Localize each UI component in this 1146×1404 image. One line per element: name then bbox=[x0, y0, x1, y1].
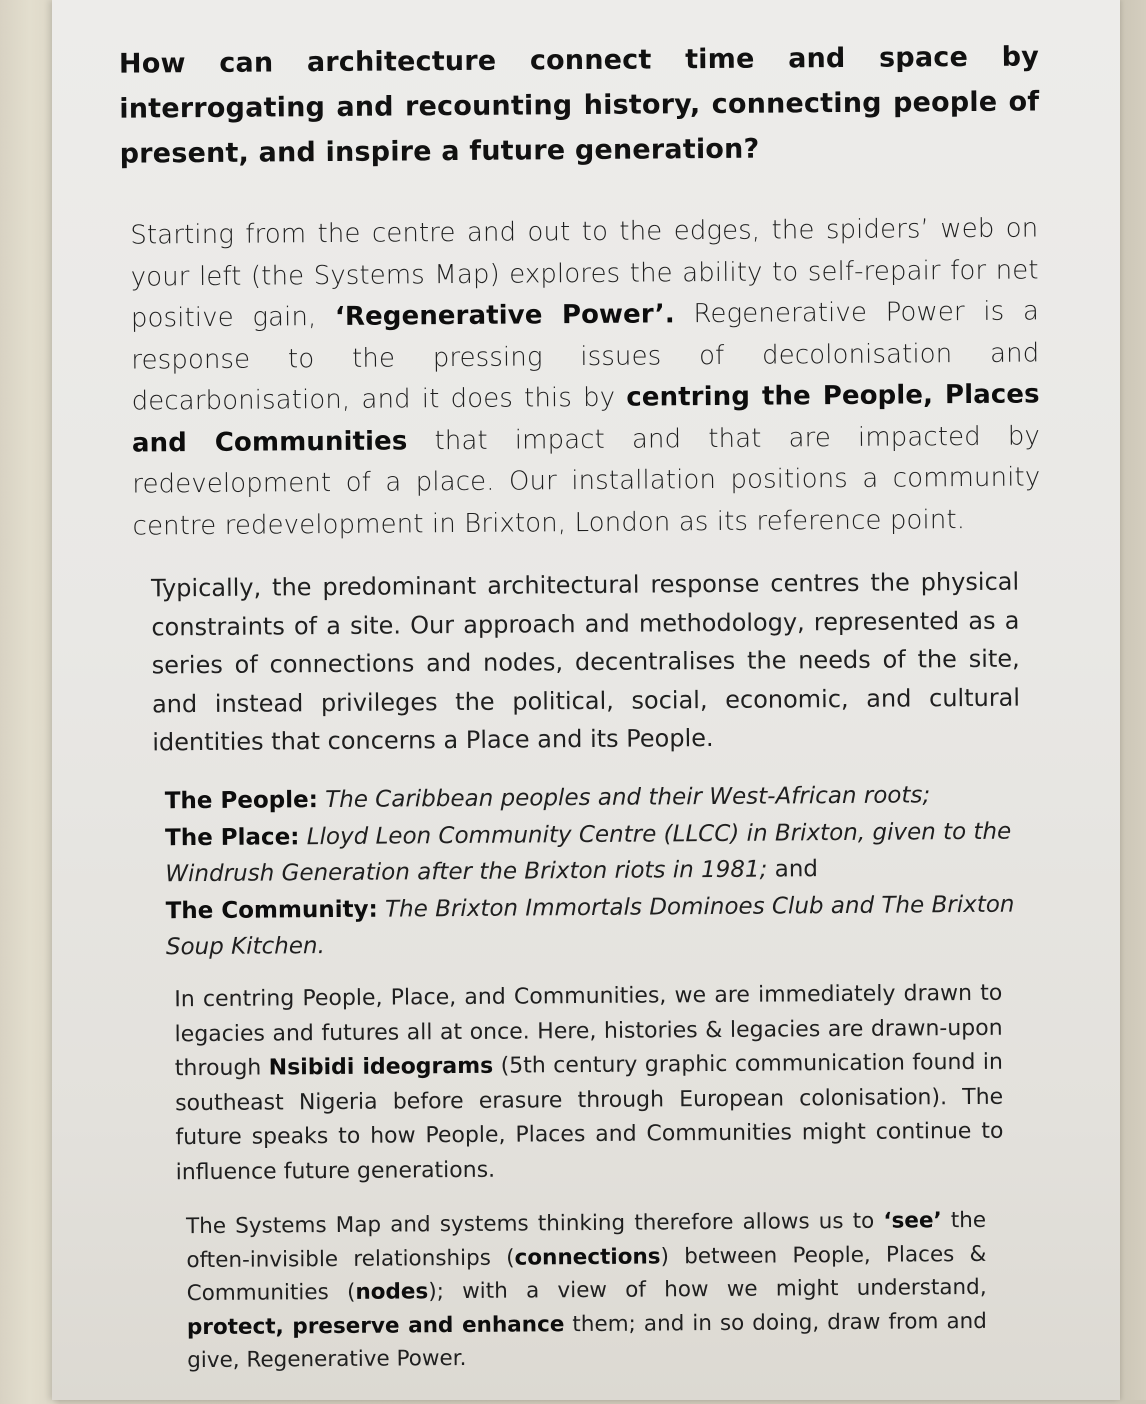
p5-bold-connections: connections bbox=[514, 1243, 661, 1271]
place-suffix: and bbox=[767, 856, 819, 883]
definitions-list bbox=[165, 777, 1016, 966]
p5-bold-see: ‘see’ bbox=[883, 1208, 942, 1234]
definition-people bbox=[165, 777, 1015, 820]
panel-content bbox=[47, 0, 1126, 1404]
exhibition-panel bbox=[52, 0, 1120, 1400]
place-label: The Place: bbox=[164, 823, 300, 851]
paragraph-regenerative-power bbox=[130, 208, 1041, 547]
community-text: The Brixton Immortals Dominoes Club and The Brixton Soup Kitchen. bbox=[165, 891, 1015, 961]
panel-heading: How can architecture connect time and space by interrogating and recounting history, connecting people of present, and inspire a future generation? bbox=[118, 41, 1040, 170]
definition-place bbox=[165, 813, 1016, 893]
p1-text-2: Regenerative Power is a response to the pressing issues of decolonisation and decarbonisation, and it does this by bbox=[131, 296, 1040, 417]
p4-text-2: (5th century graphic communication found in southeast Nigeria before erasure through European colonisation). The future speaks to how People, Places and Communities might continue to influence future generations. bbox=[175, 1049, 1004, 1185]
p5-bold-protect: protect, preserve and enhance bbox=[186, 1311, 565, 1340]
p1-text-1: Starting from the centre and out to the edges, the spiders’ web on your left (the Systems Map) explores the ability to self-repair for net positive gain, bbox=[130, 213, 1039, 334]
p1-bold-centring: centring the People, Places and Communities bbox=[131, 379, 1040, 459]
p5-text-4: ); with a view of how we might understand, bbox=[428, 1274, 987, 1305]
paragraph-systems-map bbox=[186, 1204, 987, 1378]
p4-bold-nsibidi: Nsibidi ideograms bbox=[268, 1053, 494, 1081]
p1-bold-regenerative-power: ‘Regenerative Power’. bbox=[334, 299, 675, 332]
p5-text-3: ) between People, Places & Communities ( bbox=[186, 1241, 987, 1307]
people-text: The Caribbean peoples and their West-African roots; bbox=[325, 782, 931, 814]
p4-text-1: In centring People, Place, and Communities, we are immediately drawn to legacies and futures all at once. Here, histories & legacies are drawn-upon through bbox=[174, 980, 1003, 1082]
p1-text-3: that impact and that are impacted by redevelopment of a place. Our installation positions a community centre redevelopment in Brixton, London as its reference point. bbox=[132, 420, 1041, 542]
p5-text-2: the often-invisible relationships ( bbox=[186, 1207, 987, 1273]
p5-text-1: The Systems Map and systems thinking therefore allows us to bbox=[186, 1208, 884, 1240]
people-label: The People: bbox=[164, 787, 318, 815]
p5-text-5: them; and in so doing, draw from and give, Regenerative Power. bbox=[187, 1308, 987, 1374]
community-label: The Community: bbox=[165, 896, 378, 924]
paragraph-nsibidi bbox=[174, 977, 1004, 1190]
definition-community bbox=[166, 886, 1017, 966]
p5-bold-nodes: nodes bbox=[355, 1279, 429, 1305]
paragraph-methodology: Typically, the predominant architectural response centres the physical constraints of a site. Our approach and methodology, represented as a series of connections and nodes, decentralises the needs of the site, and instead privileges the political, social, economic, and cultural identities that concerns a Place and its People. bbox=[151, 567, 1021, 757]
place-text: Lloyd Leon Community Centre (LLCC) in Brixton, given to the Windrush Generation after the Brixton riots in 1981; bbox=[165, 818, 1012, 888]
